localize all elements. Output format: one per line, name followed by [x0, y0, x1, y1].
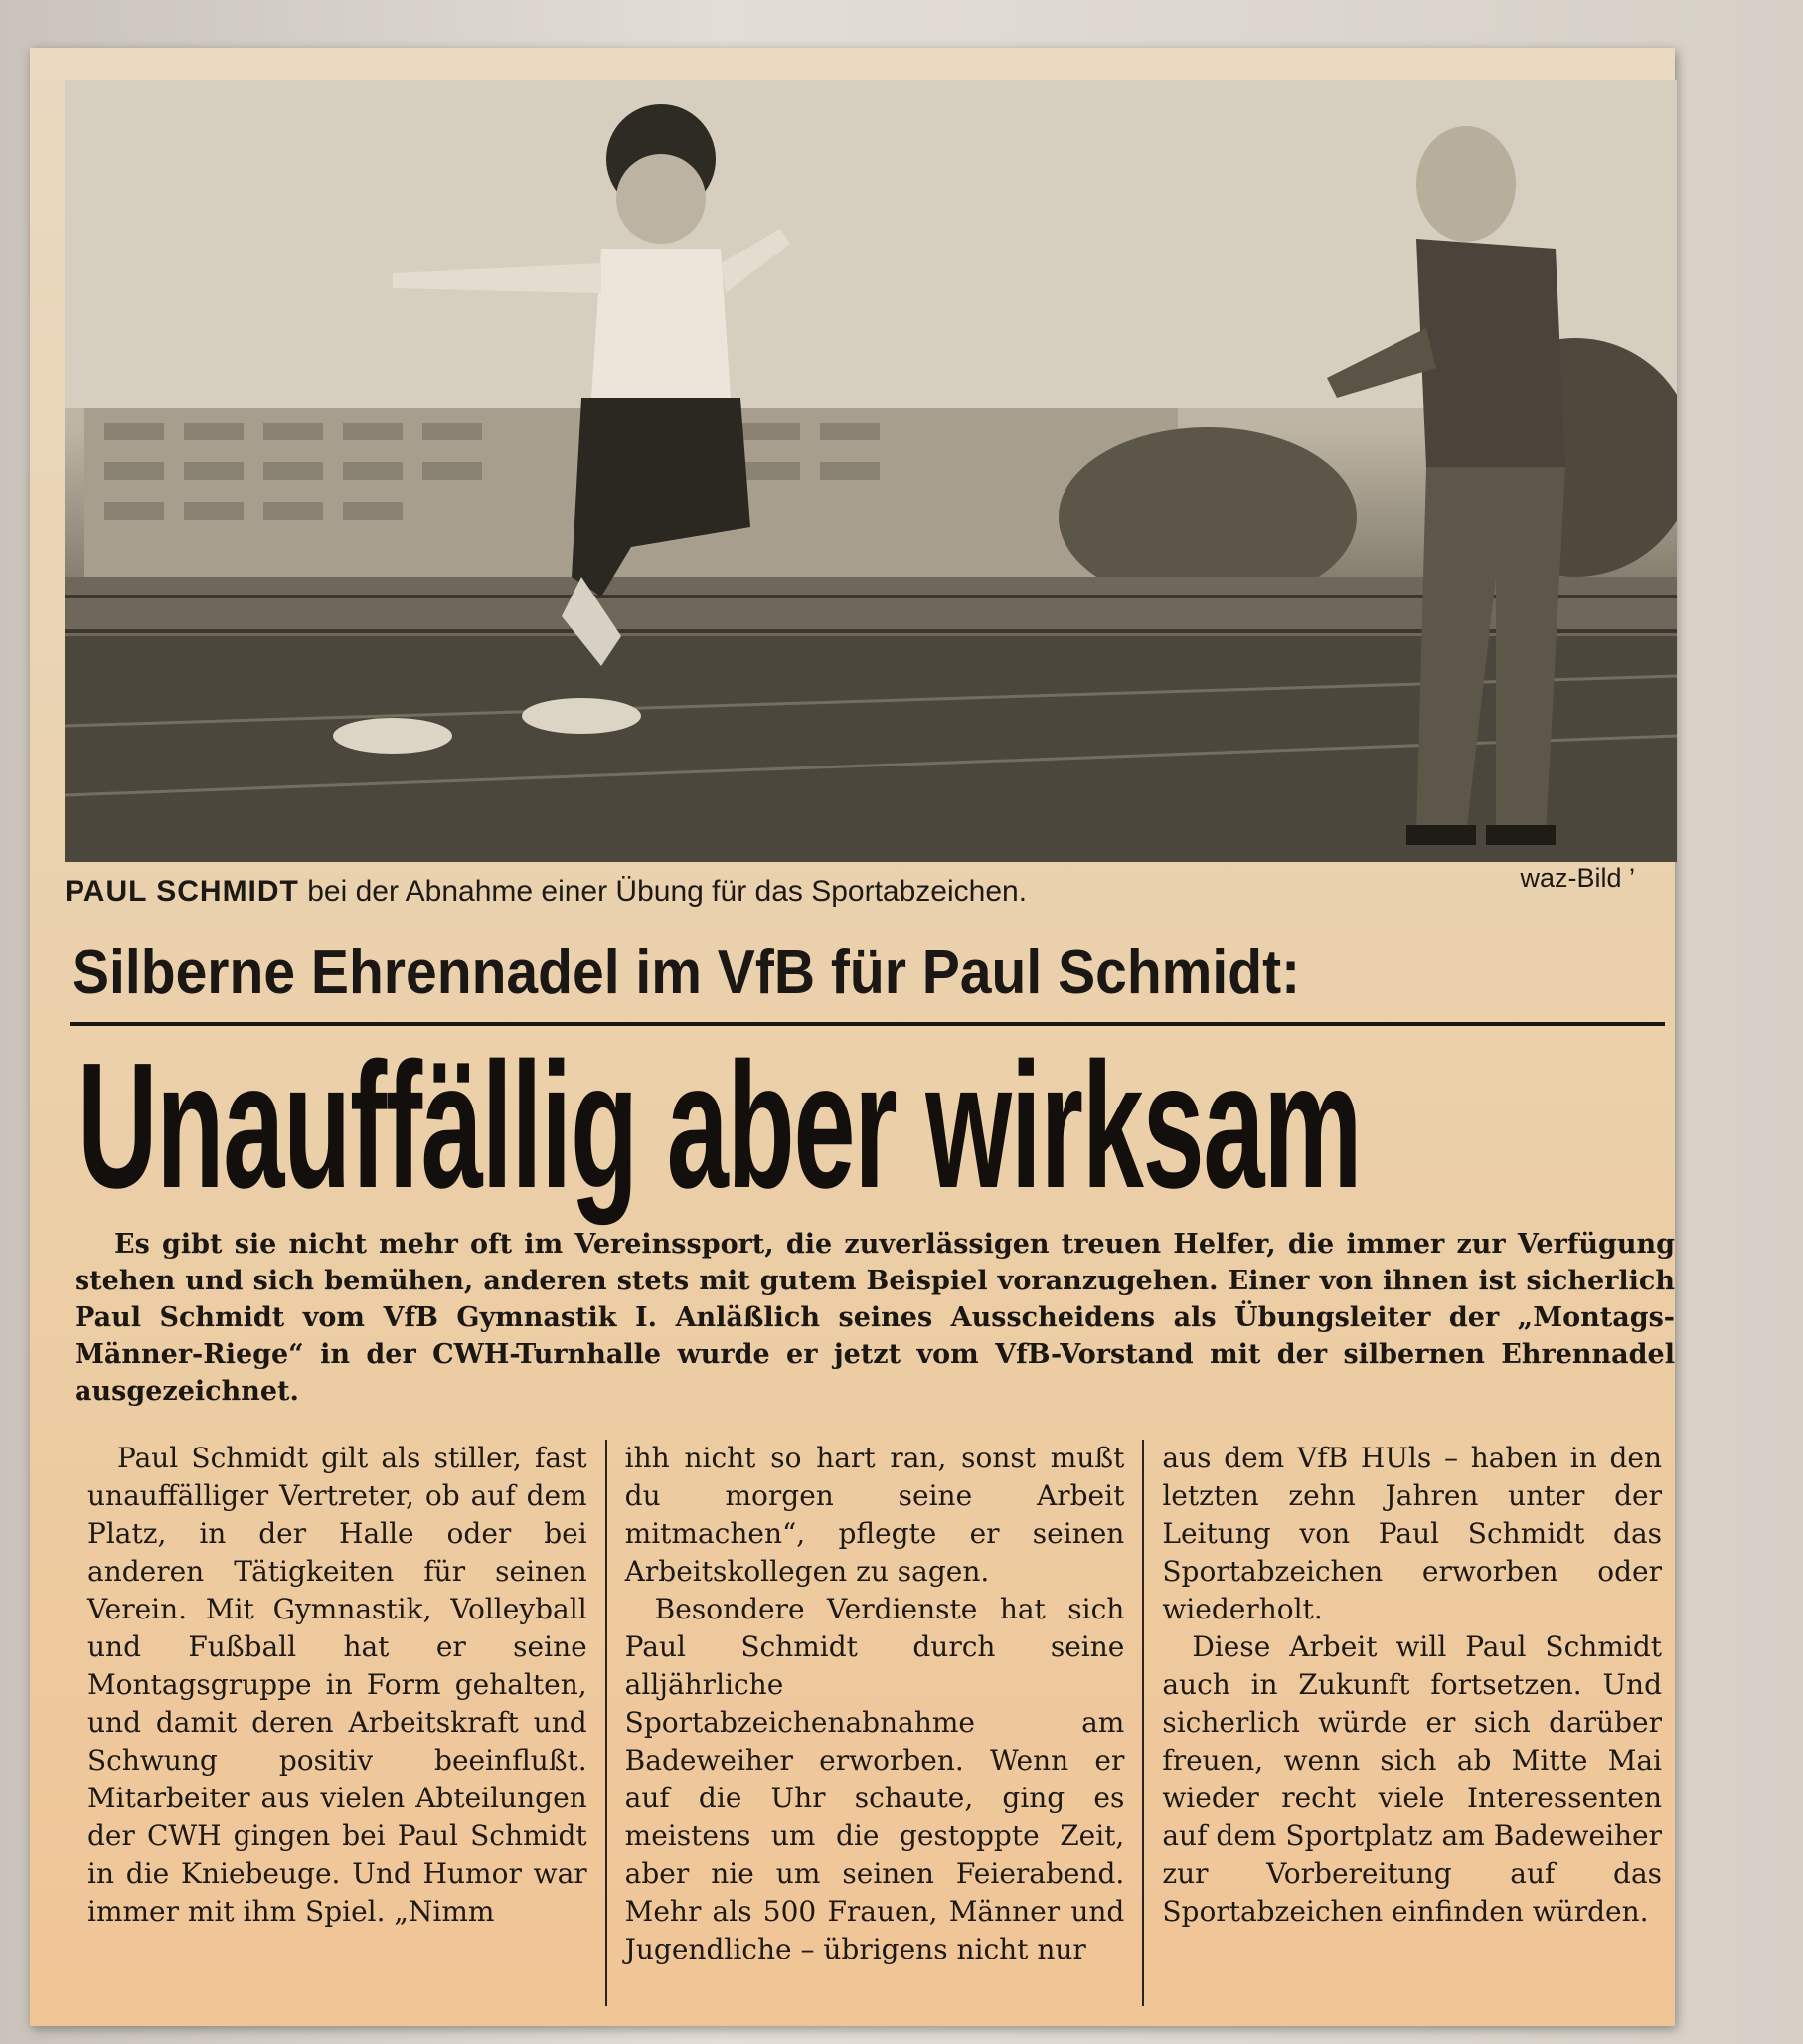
- caption-name: PAUL SCHMIDT: [65, 875, 299, 908]
- column-3-paragraph-2: Diese Arbeit will Paul Schmidt auch in Zukunft fortsetzen. Und sicherlich würde er sich darüber freuen, wenn sich ab Mitte Mai wieder recht viele Interessenten auf dem Sportplatz am Badeweiher zur Vorbereitung auf das Sportabzeichen einfinden würden.: [1162, 1630, 1663, 1928]
- article-headline: Unauffällig aber wirksam: [78, 1026, 1362, 1226]
- photo-caption: [65, 875, 1456, 909]
- column-2-paragraph-1: ihh nicht so hart ran, sonst mußt du morgen seine Arbeit mitmachen“, pflegte er seinen Arbeitskollegen zu sagen.: [624, 1442, 1125, 1588]
- article-photo: [65, 80, 1677, 862]
- article-kicker: Silberne Ehrennadel im VfB für Paul Schmidt:: [72, 938, 1301, 1007]
- column-2: [605, 1440, 1143, 2006]
- photo-illustration: [65, 80, 1677, 862]
- photo-credit: waz-Bild ’: [1520, 863, 1635, 893]
- column-3-paragraph-1: aus dem VfB HUls – haben in den letzten zehn Jahren unter der Leitung von Paul Schmidt das Sportabzeichen erworben oder wiederholt.: [1162, 1442, 1663, 1625]
- caption-text: bei der Abnahme einer Übung für das Sportabzeichen.: [298, 875, 1028, 908]
- newspaper-clipping: [30, 48, 1675, 2026]
- column-2-paragraph-2: Besondere Verdienste hat sich Paul Schmidt durch seine alljährliche Sportabzeichenabnahme am Badeweiher erworben. Wenn er auf die Uhr schaute, ging es meistens um die gestoppte Zeit, aber nie um seinen Feierabend. Mehr als 500 Frauen, Männer und Jugendliche – übrigens nicht nur: [624, 1593, 1125, 1965]
- column-3: [1142, 1440, 1680, 2006]
- column-1-paragraph-1: Paul Schmidt gilt als stiller, fast unauffälliger Vertreter, ob auf dem Platz, in der Halle oder bei anderen Tätigkeiten für seinen Verein. Mit Gymnastik, Volleyball und Fußball hat er seine Montagsgruppe in Form gehalten, und damit deren Arbeitskraft und Schwung positiv beeinflußt. Mitarbeiter aus vielen Abteilungen der CWH gingen bei Paul Schmidt in die Kniebeuge. Und Humor war immer mit ihm Spiel. „Nimm: [87, 1442, 587, 1928]
- column-1: [70, 1440, 605, 2006]
- article-body-columns: [70, 1440, 1680, 2006]
- article-lead: Es gibt sie nicht mehr oft im Vereinssport, die zuverlässigen treuen Helfer, die immer zur Verfügung stehen und sich bemühen, anderen stets mit gutem Beispiel voranzugehen. Einer von ihnen ist sicherlich Paul Schmidt vom VfB Gymnastik I. Anläßlich seines Ausscheidens als Übungsleiter der „Montags-Männer-Riege“ in der CWH-Turnhalle wurde er jetzt vom VfB-Vorstand mit der silbernen Ehrennadel ausgezeichnet.: [75, 1229, 1675, 1407]
